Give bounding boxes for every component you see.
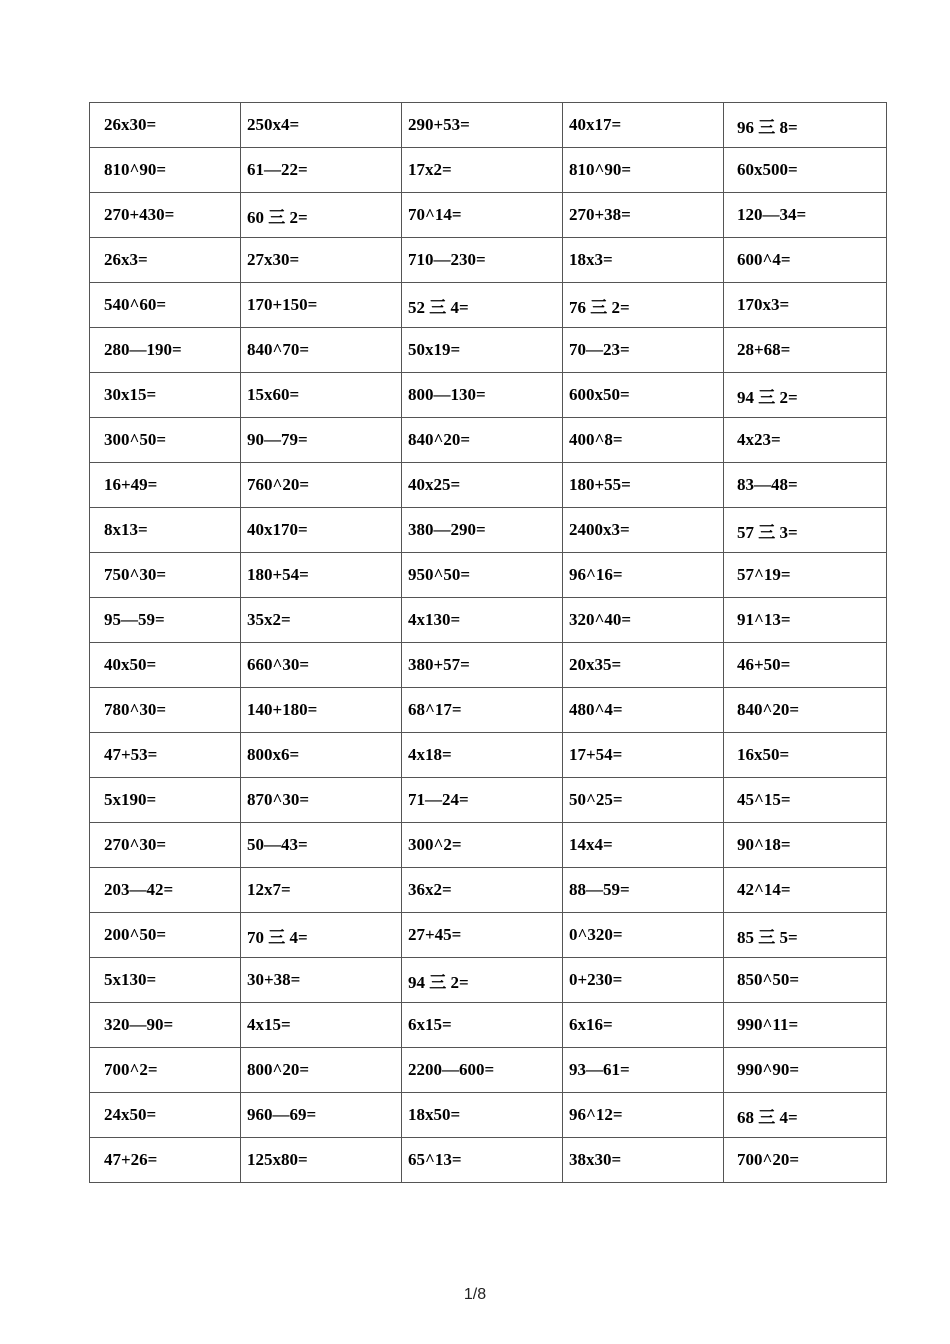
problem-cell: 960—69= [241,1093,402,1138]
problem-cell: 70 三 4= [241,913,402,958]
problem-cell: 5x190= [90,778,241,823]
table-row [90,1138,887,1183]
problem-cell: 320—90= [90,1003,241,1048]
problem-cell: 270+38= [563,193,724,238]
problem-cell: 4x23= [724,418,887,463]
problem-cell: 270^30= [90,823,241,868]
problem-cell: 96^16= [563,553,724,598]
table-row [90,868,887,913]
problem-cell: 90^18= [724,823,887,868]
problem-cell: 40x170= [241,508,402,553]
problem-cell: 600x50= [563,373,724,418]
problem-cell: 700^2= [90,1048,241,1093]
arithmetic-worksheet-table [89,102,887,1183]
problem-cell: 50—43= [241,823,402,868]
problem-cell: 380—290= [402,508,563,553]
page-number: 1/8 [463,1286,487,1303]
problem-cell: 50x19= [402,328,563,373]
table-row [90,238,887,283]
table-row [90,508,887,553]
problem-cell: 94 三 2= [402,958,563,1003]
problem-cell: 85 三 5= [724,913,887,958]
problem-cell: 250x4= [241,103,402,148]
problem-cell: 30x15= [90,373,241,418]
problem-cell: 76 三 2= [563,283,724,328]
problem-cell: 850^50= [724,958,887,1003]
problem-cell: 140+180= [241,688,402,733]
problem-cell: 46+50= [724,643,887,688]
problem-cell: 91^13= [724,598,887,643]
table-row [90,463,887,508]
problem-cell: 2200—600= [402,1048,563,1093]
problem-cell: 83—48= [724,463,887,508]
problem-cell: 38x30= [563,1138,724,1183]
problem-cell: 810^90= [90,148,241,193]
problem-cell: 28+68= [724,328,887,373]
table-row [90,688,887,733]
problem-cell: 18x50= [402,1093,563,1138]
table-row [90,193,887,238]
problem-cell: 800^20= [241,1048,402,1093]
problem-cell: 0^320= [563,913,724,958]
problem-cell: 840^70= [241,328,402,373]
problem-cell: 68 三 4= [724,1093,887,1138]
table-row [90,373,887,418]
problem-cell: 96 三 8= [724,103,887,148]
problem-cell: 0+230= [563,958,724,1003]
problem-cell: 5x130= [90,958,241,1003]
problem-cell: 27x30= [241,238,402,283]
problem-cell: 26x3= [90,238,241,283]
problem-cell: 4x15= [241,1003,402,1048]
problem-cell: 380+57= [402,643,563,688]
problem-cell: 17+54= [563,733,724,778]
problem-cell: 60 三 2= [241,193,402,238]
problem-cell: 750^30= [90,553,241,598]
problem-cell: 52 三 4= [402,283,563,328]
problem-cell: 990^11= [724,1003,887,1048]
problem-cell: 42^14= [724,868,887,913]
problem-cell: 840^20= [724,688,887,733]
problem-cell: 8x13= [90,508,241,553]
problem-cell: 840^20= [402,418,563,463]
problem-cell: 6x16= [563,1003,724,1048]
problem-cell: 125x80= [241,1138,402,1183]
problem-cell: 600^4= [724,238,887,283]
problem-cell: 170+150= [241,283,402,328]
problem-cell: 20x35= [563,643,724,688]
problem-cell: 203—42= [90,868,241,913]
problem-cell: 760^20= [241,463,402,508]
problem-cell: 800—130= [402,373,563,418]
problem-cell: 17x2= [402,148,563,193]
problem-cell: 280—190= [90,328,241,373]
worksheet-body [90,103,887,1183]
table-row [90,418,887,463]
problem-cell: 50^25= [563,778,724,823]
problem-cell: 320^40= [563,598,724,643]
problem-cell: 40x25= [402,463,563,508]
table-row [90,148,887,193]
problem-cell: 4x130= [402,598,563,643]
problem-cell: 40x17= [563,103,724,148]
problem-cell: 300^50= [90,418,241,463]
problem-cell: 120—34= [724,193,887,238]
table-row [90,1093,887,1138]
problem-cell: 61—22= [241,148,402,193]
table-row [90,1048,887,1093]
table-row [90,598,887,643]
problem-cell: 2400x3= [563,508,724,553]
table-row [90,103,887,148]
problem-cell: 18x3= [563,238,724,283]
problem-cell: 90—79= [241,418,402,463]
problem-cell: 96^12= [563,1093,724,1138]
problem-cell: 400^8= [563,418,724,463]
table-row [90,913,887,958]
table-row [90,553,887,598]
problem-cell: 180+55= [563,463,724,508]
problem-cell: 810^90= [563,148,724,193]
problem-cell: 660^30= [241,643,402,688]
problem-cell: 480^4= [563,688,724,733]
problem-cell: 24x50= [90,1093,241,1138]
problem-cell: 35x2= [241,598,402,643]
table-row [90,328,887,373]
problem-cell: 70—23= [563,328,724,373]
problem-cell: 71—24= [402,778,563,823]
table-row [90,283,887,328]
problem-cell: 710—230= [402,238,563,283]
problem-cell: 6x15= [402,1003,563,1048]
problem-cell: 45^15= [724,778,887,823]
problem-cell: 93—61= [563,1048,724,1093]
problem-cell: 800x6= [241,733,402,778]
problem-cell: 26x30= [90,103,241,148]
table-row [90,733,887,778]
problem-cell: 27+45= [402,913,563,958]
problem-cell: 95—59= [90,598,241,643]
problem-cell: 57^19= [724,553,887,598]
problem-cell: 36x2= [402,868,563,913]
problem-cell: 94 三 2= [724,373,887,418]
problem-cell: 290+53= [402,103,563,148]
table-row [90,643,887,688]
problem-cell: 300^2= [402,823,563,868]
problem-cell: 30+38= [241,958,402,1003]
problem-cell: 14x4= [563,823,724,868]
problem-cell: 950^50= [402,553,563,598]
problem-cell: 170x3= [724,283,887,328]
problem-cell: 88—59= [563,868,724,913]
problem-cell: 870^30= [241,778,402,823]
problem-cell: 12x7= [241,868,402,913]
table-row [90,1003,887,1048]
problem-cell: 540^60= [90,283,241,328]
problem-cell: 47+53= [90,733,241,778]
problem-cell: 15x60= [241,373,402,418]
problem-cell: 65^13= [402,1138,563,1183]
problem-cell: 70^14= [402,193,563,238]
problem-cell: 4x18= [402,733,563,778]
problem-cell: 200^50= [90,913,241,958]
table-row [90,823,887,868]
problem-cell: 68^17= [402,688,563,733]
problem-cell: 990^90= [724,1048,887,1093]
problem-cell: 47+26= [90,1138,241,1183]
problem-cell: 700^20= [724,1138,887,1183]
problem-cell: 16+49= [90,463,241,508]
problem-cell: 60x500= [724,148,887,193]
problem-cell: 780^30= [90,688,241,733]
table-row [90,778,887,823]
problem-cell: 16x50= [724,733,887,778]
problem-cell: 40x50= [90,643,241,688]
problem-cell: 270+430= [90,193,241,238]
problem-cell: 57 三 3= [724,508,887,553]
problem-cell: 180+54= [241,553,402,598]
table-row [90,958,887,1003]
